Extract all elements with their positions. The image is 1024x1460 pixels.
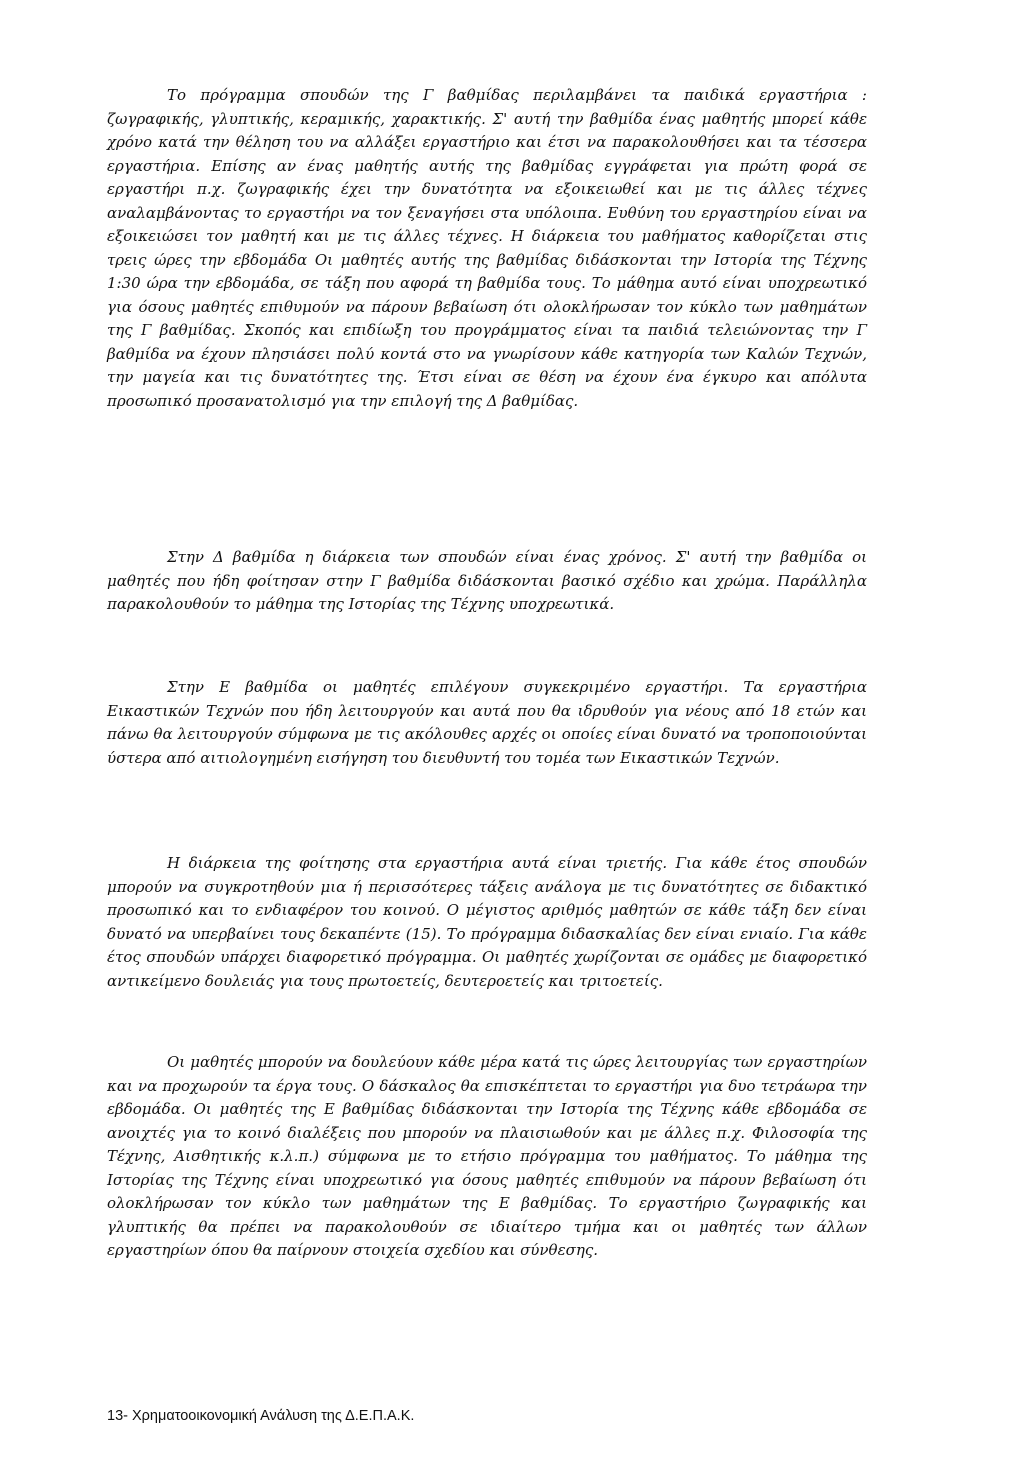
paragraph-text: Η διάρκεια της φοίτησης στα εργαστήρια αυτά είναι τριετής. Για κάθε έτος σπουδών μπορούν να συγκροτηθούν μια ή περισσότερες τάξεις ανάλογα με τις δυνατότητες σε διδακτικό προσωπικό και το ενδιαφέρον του κοινού. Ο μέγιστος αριθμός μαθητών σε κάθε τάξη δεν είναι δυνατό να υπερβαίνει τους δεκαπέντε (15). Το πρόγραμμα διδασκαλίας δεν είναι ενιαίο. Για κάθε έτος σπουδών υπάρχει διαφορετικό πρόγραμμα. Οι μαθητές χωρίζονται σε ομάδες με διαφορετικό αντικείμενο δουλειάς για τους πρωτοετείς, δευτεροετείς και τριτοετείς. (107, 854, 867, 990)
paragraph-text: Το πρόγραμμα σπουδών της Γ βαθμίδας περιλαμβάνει τα παιδικά εργαστήρια : ζωγραφικής, γλυπτικής, κεραμικής, χαρακτικής. Σ' αυτή την βαθμίδα ένας μαθητής μπορεί κάθε χρόνο κατά την θέληση του να αλλάξει εργαστήριο και έτσι να παρακολουθήσει και τα τέσσερα εργαστήρια. Επίσης αν ένας μαθητής αυτής της βαθμίδας εγγράφεται για πρώτη φορά σε εργαστήρι π.χ. ζωγραφικής έχει την δυνατότητα να εξοικειωθεί και με τις άλλες τέχνες αναλαμβάνοντας το εργαστήρι να τον ξεναγήσει στα υπόλοιπα. Ευθύνη του εργαστηρίου είναι να εξοικειώσει τον μαθητή και με τις άλλες τέχνες. Η διάρκεια του μαθήματος καθορίζεται στις τρεις ώρες την εβδομάδα Οι μαθητές αυτής της βαθμίδας διδάσκονται την Ιστορία της Τέχνης 1:30 ώρα την εβδομάδα, σε τάξη που αφορά τη βαθμίδα τους. Το μάθημα αυτό είναι υποχρεωτικό για όσους μαθητές επιθυμούν να πάρουν βεβαίωση ότι ολοκλήρωσαν τον κύκλο των μαθημάτων της Γ βαθμίδας. Σκοπός και επιδίωξη του προγράμματος είναι τα παιδιά τελειώνοντας την Γ βαθμίδα να έχουν πλησιάσει πολύ κοντά στο να γνωρίσουν κάθε κατηγορία των Καλών Τεχνών, την μαγεία και τις δυνατότητες της. Έτσι είναι σε θέση να έχουν ένα έγκυρο και απόλυτα προσωπικό προσανατολισμό για την επιλογή της Δ βαθμίδας. (107, 86, 867, 410)
paragraph-text: Οι μαθητές μπορούν να δουλεύουν κάθε μέρα κατά τις ώρες λειτουργίας των εργαστηρίων και να προχωρούν τα έργα τους. Ο δάσκαλος θα επισκέπτεται το εργαστήρι για δυο τετράωρα την εβδομάδα. Οι μαθητές της Ε βαθμίδας διδάσκονται την Ιστορία της Τέχνης κάθε εβδομάδα σε ανοιχτές για το κοινό διαλέξεις που μπορούν να πλαισιωθούν και με άλλες π.χ. Φιλοσοφία της Τέχνης, Αισθητικής κ.λ.π.) σύμφωνα με το ετήσιο πρόγραμμα του μαθήματος. Το μάθημα της Ιστορίας της Τέχνης είναι υποχρεωτικό για όσους μαθητές επιθυμούν να πάρουν βεβαίωση ότι ολοκλήρωσαν τον κύκλο των μαθημάτων της Ε βαθμίδας. Το εργαστήριο ζωγραφικής και γλυπτικής θα πρέπει να παρακολουθούν σε ιδιαίτερο τμήμα και οι μαθητές των άλλων εργαστηρίων όπου θα παίρνουν στοιχεία σχεδίου και σύνθεσης. (107, 1053, 867, 1259)
paragraph-text: Στην Ε βαθμίδα οι μαθητές επιλέγουν συγκεκριμένο εργαστήρι. Τα εργαστήρια Εικαστικών Τεχνών που ήδη λειτουργούν και αυτά που θα ιδρυθούν για νέους από 18 ετών και πάνω θα λειτουργούν σύμφωνα με τις ακόλουθες αρχές οι οποίες είναι δυνατό να τροποποιούνται ύστερα από αιτιολογημένη εισήγηση του διευθυντή του τομέα των Εικαστικών Τεχνών. (107, 678, 867, 767)
paragraph-workshops (107, 1051, 867, 1263)
paragraph-duration (107, 852, 867, 993)
paragraph-grade-d (107, 546, 867, 617)
page-footer: 13- Χρηματοοικονομική Ανάλυση της Δ.Ε.Π.Α.Κ. (107, 1408, 415, 1424)
paragraph-grade-c (107, 84, 867, 413)
paragraph-grade-e (107, 676, 867, 770)
paragraph-text: Στην Δ βαθμίδα η διάρκεια των σπουδών είναι ένας χρόνος. Σ' αυτή την βαθμίδα οι μαθητές που ήδη φοίτησαν στην Γ βαθμίδα διδάσκονται βασικό σχέδιο και χρώμα. Παράλληλα παρακολουθούν το μάθημα της Ιστορίας της Τέχνης υποχρεωτικά. (107, 548, 867, 613)
